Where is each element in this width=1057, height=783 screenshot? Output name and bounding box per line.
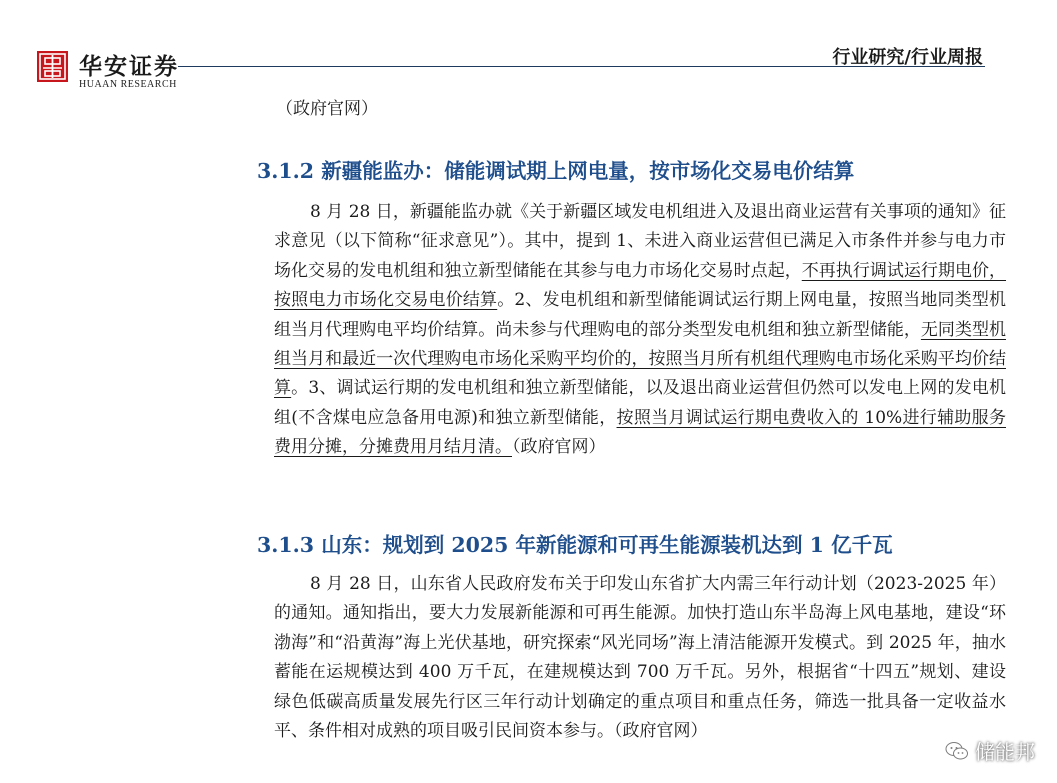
section-heading-xinjiang: 3.1.2 新疆能监办：储能调试期上网电量，按市场化交易电价结算 xyxy=(257,159,855,183)
paragraph-text: 8 月 28 日，新疆能监办就《关于新疆区域发电机组进入及退出商业运营有关事项的通知》征求意见（以下简称“征求意见”）。其中，提到 1、未进入商业运营但已满足入市条件并参与电力市场化交易的发电机组和独立新型储能在其参与电力市场化交易时点起， xyxy=(274,202,1006,281)
huaan-logo-icon xyxy=(37,51,68,82)
source-note: （政府官网） xyxy=(512,437,606,458)
paragraph-shandong xyxy=(274,570,1006,746)
highlight-text: 无同类型机组当月和最近一次代理购电市场化采购平均价的，按照当月所有机组代理购电市场化采购平均价结算 xyxy=(274,319,1007,399)
wechat-icon xyxy=(945,739,969,763)
brand-name-en: HUAAN RESEARCH xyxy=(79,79,177,90)
watermark-text: 储能邦 xyxy=(975,740,1035,764)
paragraph-text: 。2、发电机组和新型储能调试运行期上网电量，按照当地同类型机组当月代理购电平均价结算。尚未参与代理购电的部分类型发电机组和独立新型储能， xyxy=(274,290,1007,340)
paragraph-xinjiang xyxy=(274,198,1006,463)
brand-name-cn: 华安证券 xyxy=(79,53,179,80)
highlight-text: 按照当月调试运行期电费收入的 10%进行辅助服务费用分摊，分摊费用月结月清。 xyxy=(274,407,1006,458)
source-note: （政府官网） xyxy=(276,99,378,119)
paragraph-text: 。3、调试运行期的发电机组和独立新型储能，以及退出商业运营但仍然可以发电上网的发电机组(不含煤电应急备用电源)和独立新型储能， xyxy=(274,378,1006,428)
report-type-title: 行业研究/行业周报 xyxy=(832,47,983,68)
section-heading-shandong: 3.1.3 山东：规划到 2025 年新能源和可再生能源装机达到 1 亿千瓦 xyxy=(257,533,893,557)
watermark xyxy=(945,736,1035,765)
paragraph-text: 8 月 28 日，山东省人民政府发布关于印发山东省扩大内需三年行动计划（2023-2025 年）的通知。通知指出，要大力发展新能源和可再生能源。加快打造山东半岛海上风电基地，建设“环渤海”和“沿黄海”海上光伏基地，研究探索“风光同场”海上清洁能源开发模式。到 2025 年，抽水蓄能在运规模达到 400 万千瓦，在建规模达到 700 万千瓦。另外，根据省“十四五”规划、建设绿色低碳高质量发展先行区三年行动计划确定的重点项目和重点任务，筛选一批具备一定收益水平、条件相对成熟的项目吸引民间资本参与。（政府官网） xyxy=(274,574,1006,742)
header-divider xyxy=(178,66,985,67)
highlight-text: 不再执行调试运行期电价，按照电力市场化交易电价结算 xyxy=(274,260,1007,311)
